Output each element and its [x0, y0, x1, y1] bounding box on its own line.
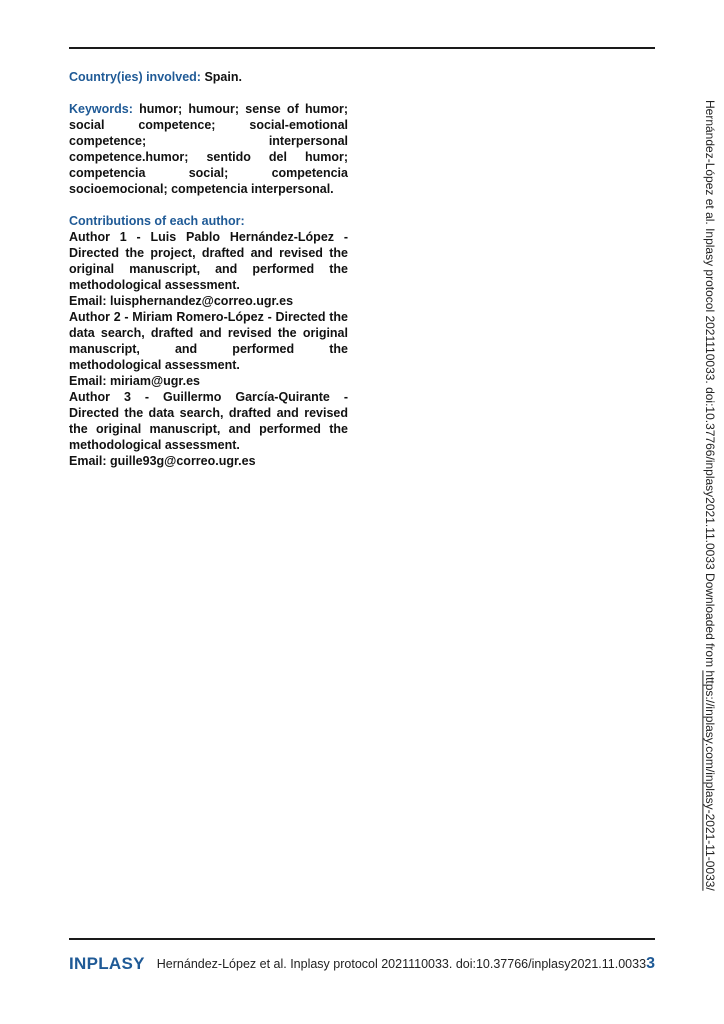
left-column	[69, 69, 348, 469]
footer-brand-logo: INPLASY	[69, 954, 145, 973]
country-section	[69, 69, 348, 85]
spacer	[69, 197, 348, 213]
author-3-text: Author 3 - Guillermo García-Quirante - Directed the data search, drafted and revised the original manuscript, and performed the methodological assessment.	[69, 390, 348, 452]
keywords-label: Keywords:	[69, 102, 133, 116]
footer	[69, 953, 655, 975]
side-download-note	[703, 100, 717, 891]
contributions-label: Contributions of each author:	[69, 214, 245, 228]
author-1-text: Author 1 - Luis Pablo Hernández-López - Directed the project, drafted and revised the original manuscript, and performed the methodological assessment.	[69, 230, 348, 292]
side-url-link[interactable]: https://inplasy.com/inplasy-2021-11-0033/	[703, 670, 717, 891]
bottom-rule	[69, 938, 655, 940]
footer-citation: Hernández-López et al. Inplasy protocol 2021110033. doi:10.37766/inplasy2021.11.0033	[156, 957, 647, 971]
page-number: 3	[646, 955, 655, 972]
country-value: Spain.	[204, 70, 242, 84]
author-1	[69, 229, 348, 309]
author-2-email: Email: miriam@ugr.es	[69, 374, 200, 388]
country-label: Country(ies) involved:	[69, 70, 201, 84]
keywords-section	[69, 101, 348, 197]
author-2-text: Author 2 - Miriam Romero-López - Directed the data search, drafted and revised the original manuscript, and performed the methodological assessment.	[69, 310, 348, 372]
author-3-email: Email: guille93g@correo.ugr.es	[69, 454, 256, 468]
author-2	[69, 309, 348, 389]
keywords-value: humor; humour; sense of humor; social competence; social-emotional competence; interpersonal competence.humor; sentido del humor; competencia social; competencia socioemocional; competencia interpersonal.	[69, 102, 348, 196]
author-1-email: Email: luisphernandez@correo.ugr.es	[69, 294, 294, 308]
spacer	[69, 85, 348, 101]
top-rule	[69, 47, 655, 49]
side-citation: Hernández-López et al. Inplasy protocol 2021110033. doi:10.37766/inplasy2021.11.0033 Downloaded from	[703, 100, 717, 671]
author-3	[69, 389, 348, 469]
